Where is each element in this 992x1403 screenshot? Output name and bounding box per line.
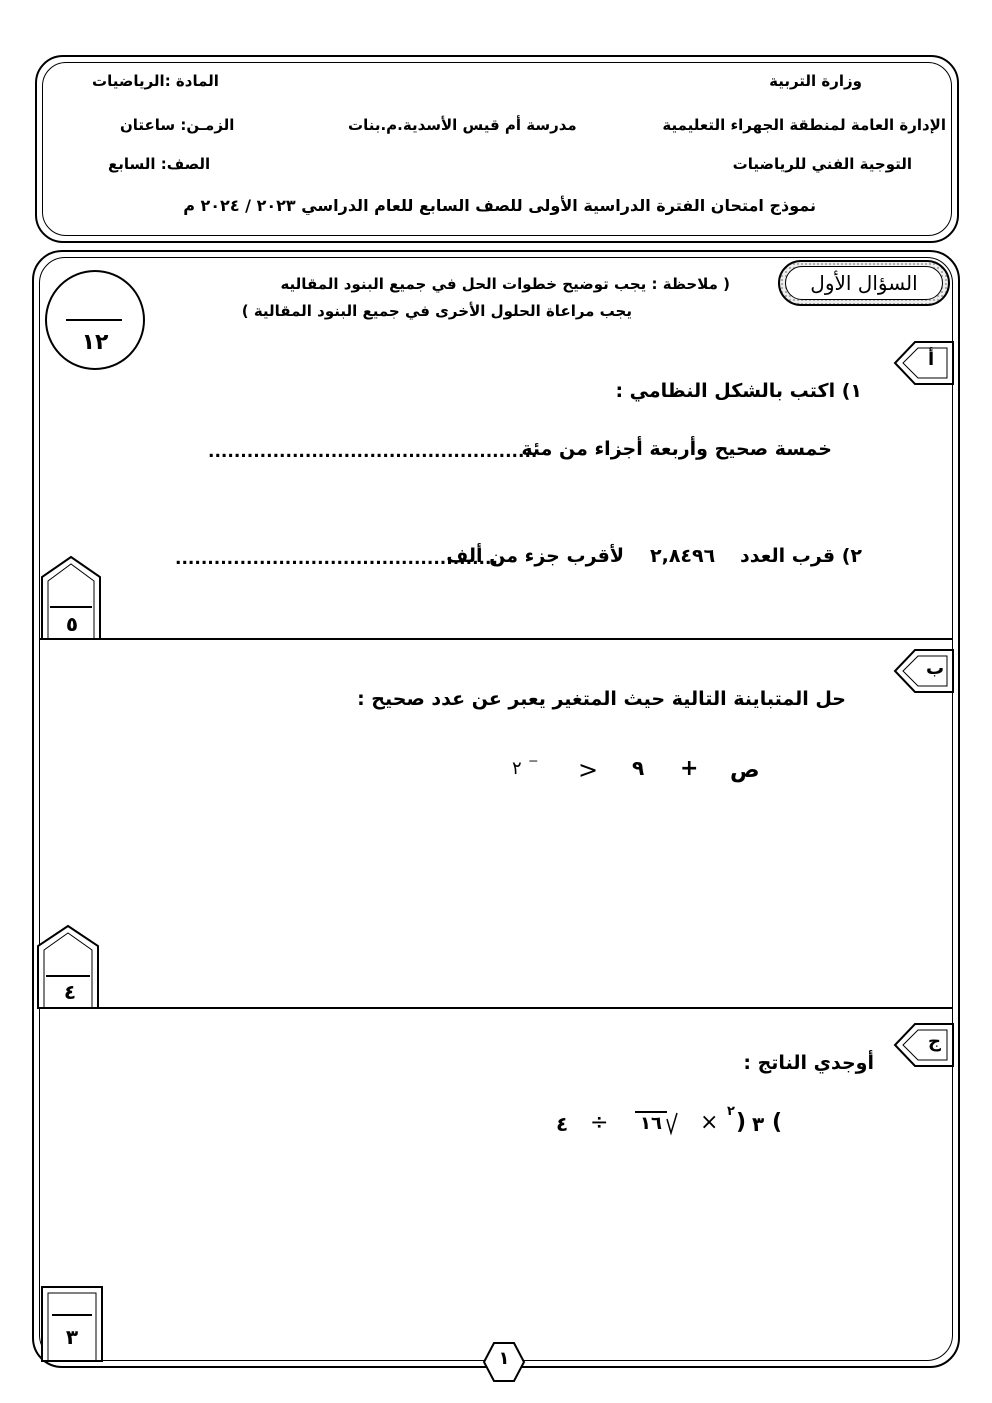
expr-paren-close: ) (736, 1110, 747, 1135)
guidance-label: التوجية الفني للرياضيات (732, 155, 912, 173)
expr-plus: + (680, 756, 699, 781)
sqrt-number: ١٦ (635, 1111, 667, 1134)
part-c-label: ج (928, 1031, 941, 1052)
part-a-q2-suffix: لأقرب جزء من ألف (446, 545, 624, 567)
expr-two: ٢ (512, 758, 522, 779)
ministry-label: وزارة التربية (769, 72, 862, 90)
total-score-value: ١٢ (81, 330, 109, 355)
note-line-2: يجب مراعاة الحلول الأخرى في جميع البنود المقالية ) (241, 302, 632, 320)
part-c-instruction: أوجدي الناتج : (743, 1052, 874, 1074)
expr-negative-sign: ⁻ (528, 752, 539, 776)
page-number: ١ (498, 1348, 510, 1369)
school-label: مدرسة أم قيس الأسدية.م.بنات (348, 116, 577, 134)
expr-nine: ٩ (632, 756, 645, 780)
divider-b-c (40, 1007, 952, 1009)
expr-variable: ص (730, 758, 760, 783)
grade-label: الصف: السابع (108, 155, 211, 173)
part-c-score: ٣ (65, 1325, 79, 1349)
expr-paren-open: ( (772, 1110, 783, 1135)
sqrt-symbol-icon (665, 1111, 679, 1137)
part-a-score: ٥ (65, 612, 79, 636)
sqrt-block (635, 1111, 675, 1137)
expr-divide: ÷ (590, 1110, 609, 1135)
part-b-score: ٤ (63, 980, 77, 1004)
part-a-q2-prefix: ٢) قرب العدد (740, 545, 862, 567)
part-a-q1-text: خمسة صحيح وأربعة أجزاء من مئة (521, 438, 832, 460)
question-title: السؤال الأول (785, 266, 943, 300)
part-a-q2-answer-line: .................................................. (175, 549, 498, 569)
part-b-instruction: حل المتباينة التالية حيث المتغير يعبر عن عدد صحيح : (357, 688, 846, 710)
directorate-label: الإدارة العامة لمنطقة الجهراء التعليمية (662, 116, 946, 134)
subject-label: المادة :الرياضيات (92, 72, 219, 90)
part-a-arrow-icon (893, 340, 955, 386)
part-c-arrow-icon (893, 1022, 955, 1068)
part-a-q1-answer-line: ................................................... (208, 442, 538, 462)
part-c-score-box (40, 1285, 104, 1363)
part-b-arrow-icon (893, 648, 955, 694)
expr-power: ٢ (727, 1104, 735, 1119)
part-a-label: أ (928, 349, 935, 370)
main-frame-inner (39, 257, 953, 1361)
exam-title: نموذج امتحان الفترة الدراسية الأولى للصف السابع للعام الدراسي ٢٠٢٣ / ٢٠٢٤ م (183, 196, 816, 215)
time-label: الزمـن: ساعتان (120, 116, 235, 134)
part-a-q2-number: ٢,٨٤٩٦ (650, 545, 716, 567)
expr-three: ٣ (752, 1112, 765, 1136)
part-a-q1: ١) اكتب بالشكل النظامي : (615, 380, 862, 402)
note-line-1: ( ملاحظة : يجب توضيح خطوات الحل في جميع البنود المقاليه (280, 275, 730, 293)
total-score-line (66, 319, 122, 321)
expr-four: ٤ (556, 1112, 569, 1136)
divider-a-b (40, 638, 952, 640)
expr-greater-than: > (578, 756, 599, 784)
part-b-label: ب (926, 658, 945, 679)
expr-times: × (700, 1110, 719, 1135)
